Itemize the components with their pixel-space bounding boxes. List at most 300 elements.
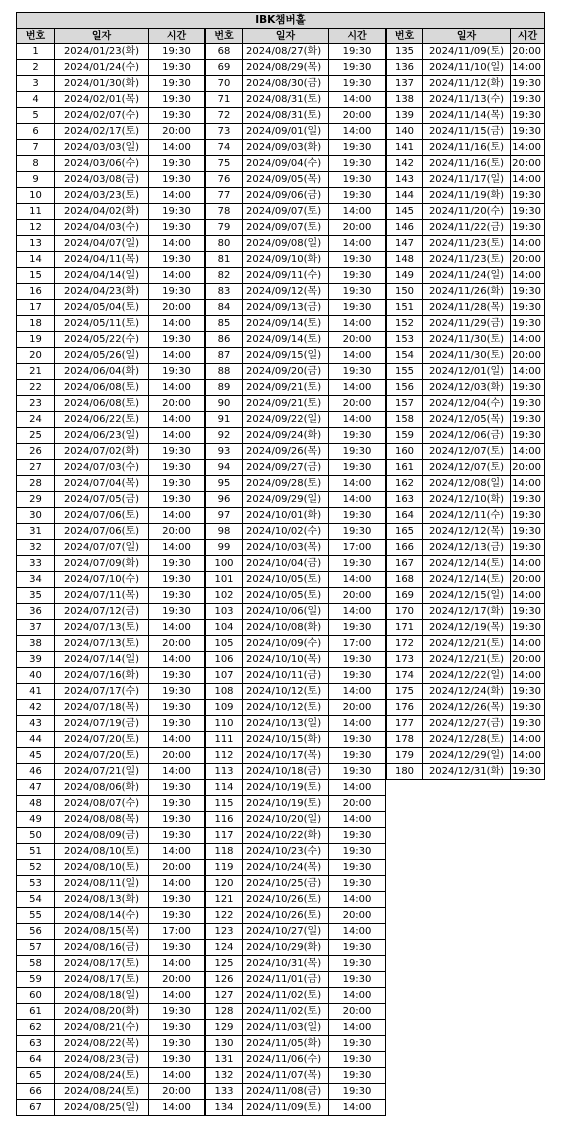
cell-time: 19:30 xyxy=(329,524,386,540)
cell-num: 44 xyxy=(16,732,55,748)
cell-date: 2024/07/11(목) xyxy=(55,588,149,604)
cell-num: 48 xyxy=(16,796,55,812)
cell-num: 4 xyxy=(16,92,55,108)
cell-time: 14:00 xyxy=(329,92,386,108)
cell-time: 19:30 xyxy=(511,92,545,108)
cell-date: 2024/08/11(일) xyxy=(55,876,149,892)
cell-time: 19:30 xyxy=(149,444,205,460)
cell-date: 2024/10/12(토) xyxy=(243,684,329,700)
cell-date: 2024/09/27(금) xyxy=(243,460,329,476)
cell-num: 54 xyxy=(16,892,55,908)
cell-num: 56 xyxy=(16,924,55,940)
cell-time: 14:00 xyxy=(511,556,545,572)
cell-num: 19 xyxy=(16,332,55,348)
cell-date: 2024/06/08(토) xyxy=(55,396,149,412)
cell-date: 2024/08/24(토) xyxy=(55,1068,149,1084)
cell-time: 19:30 xyxy=(149,780,205,796)
cell-num: 116 xyxy=(205,812,243,828)
cell-time: 14:00 xyxy=(329,1100,386,1116)
cell-time: 14:00 xyxy=(149,236,205,252)
header-date: 일자 xyxy=(423,28,511,44)
cell-date: 2024/11/28(목) xyxy=(423,300,511,316)
cell-time: 19:30 xyxy=(329,300,386,316)
cell-date: 2024/02/01(목) xyxy=(55,92,149,108)
cell-date: 2024/12/15(일) xyxy=(423,588,511,604)
cell-date: 2024/12/26(목) xyxy=(423,700,511,716)
cell-date: 2024/10/31(목) xyxy=(243,956,329,972)
cell-date: 2024/11/16(토) xyxy=(423,140,511,156)
cell-time: 19:30 xyxy=(329,1068,386,1084)
cell-date: 2024/11/17(일) xyxy=(423,172,511,188)
cell-num: 16 xyxy=(16,284,55,300)
cell-date: 2024/12/28(토) xyxy=(423,732,511,748)
cell-date: 2024/09/21(토) xyxy=(243,380,329,396)
cell-num: 134 xyxy=(205,1100,243,1116)
cell-date: 2024/09/08(일) xyxy=(243,236,329,252)
cell-date: 2024/09/15(일) xyxy=(243,348,329,364)
cell-time: 14:00 xyxy=(511,588,545,604)
cell-num: 146 xyxy=(386,220,423,236)
cell-date: 2024/07/19(금) xyxy=(55,716,149,732)
cell-date: 2024/10/13(일) xyxy=(243,716,329,732)
cell-date: 2024/11/19(화) xyxy=(423,188,511,204)
cell-num: 172 xyxy=(386,636,423,652)
cell-date: 2024/09/20(금) xyxy=(243,364,329,380)
cell-num: 83 xyxy=(205,284,243,300)
cell-date: 2024/10/15(화) xyxy=(243,732,329,748)
cell-date: 2024/07/09(화) xyxy=(55,556,149,572)
cell-num: 23 xyxy=(16,396,55,412)
cell-time: 19:30 xyxy=(329,748,386,764)
cell-num: 179 xyxy=(386,748,423,764)
cell-num: 111 xyxy=(205,732,243,748)
cell-time: 19:30 xyxy=(329,652,386,668)
cell-time: 14:00 xyxy=(329,204,386,220)
cell-num: 151 xyxy=(386,300,423,316)
cell-time: 20:00 xyxy=(149,1084,205,1100)
cell-time: 19:30 xyxy=(511,108,545,124)
cell-num: 93 xyxy=(205,444,243,460)
cell-time: 14:00 xyxy=(329,476,386,492)
cell-time: 19:30 xyxy=(511,684,545,700)
cell-time: 14:00 xyxy=(511,444,545,460)
cell-date: 2024/12/31(화) xyxy=(423,764,511,780)
cell-num: 112 xyxy=(205,748,243,764)
cell-num: 63 xyxy=(16,1036,55,1052)
cell-num: 137 xyxy=(386,76,423,92)
cell-time: 19:30 xyxy=(511,716,545,732)
cell-date: 2024/07/17(수) xyxy=(55,684,149,700)
cell-date: 2024/12/22(일) xyxy=(423,668,511,684)
cell-num: 140 xyxy=(386,124,423,140)
cell-date: 2024/08/23(금) xyxy=(55,1052,149,1068)
header-num: 번호 xyxy=(386,28,423,44)
cell-date: 2024/11/24(일) xyxy=(423,268,511,284)
cell-num: 46 xyxy=(16,764,55,780)
cell-date: 2024/10/05(토) xyxy=(243,588,329,604)
cell-num: 59 xyxy=(16,972,55,988)
cell-time: 19:30 xyxy=(149,572,205,588)
cell-time: 20:00 xyxy=(511,572,545,588)
cell-date: 2024/10/09(수) xyxy=(243,636,329,652)
cell-time: 19:30 xyxy=(329,844,386,860)
cell-num: 91 xyxy=(205,412,243,428)
cell-time: 19:30 xyxy=(149,92,205,108)
cell-date: 2024/10/20(일) xyxy=(243,812,329,828)
cell-date: 2024/11/02(토) xyxy=(243,1004,329,1020)
cell-date: 2024/06/23(일) xyxy=(55,428,149,444)
cell-time: 19:30 xyxy=(511,540,545,556)
cell-time: 19:30 xyxy=(329,428,386,444)
cell-time: 19:30 xyxy=(511,188,545,204)
cell-num: 11 xyxy=(16,204,55,220)
cell-date: 2024/08/31(토) xyxy=(243,108,329,124)
cell-num: 176 xyxy=(386,700,423,716)
cell-date: 2024/07/03(수) xyxy=(55,460,149,476)
cell-time: 20:00 xyxy=(329,332,386,348)
cell-num: 84 xyxy=(205,300,243,316)
cell-num: 76 xyxy=(205,172,243,188)
cell-time: 19:30 xyxy=(329,444,386,460)
cell-date: 2024/10/29(화) xyxy=(243,940,329,956)
cell-date: 2024/10/22(화) xyxy=(243,828,329,844)
cell-time: 14:00 xyxy=(329,316,386,332)
cell-num: 18 xyxy=(16,316,55,332)
cell-num: 69 xyxy=(205,60,243,76)
cell-time: 20:00 xyxy=(511,252,545,268)
cell-date: 2024/12/07(토) xyxy=(423,444,511,460)
cell-time: 14:00 xyxy=(149,956,205,972)
cell-date: 2024/08/15(목) xyxy=(55,924,149,940)
header-date: 일자 xyxy=(243,28,329,44)
cell-date: 2024/12/10(화) xyxy=(423,492,511,508)
cell-date: 2024/08/10(토) xyxy=(55,844,149,860)
cell-num: 130 xyxy=(205,1036,243,1052)
cell-date: 2024/09/29(일) xyxy=(243,492,329,508)
cell-num: 2 xyxy=(16,60,55,76)
cell-num: 144 xyxy=(386,188,423,204)
cell-time: 19:30 xyxy=(329,972,386,988)
cell-date: 2024/11/16(토) xyxy=(423,156,511,172)
cell-num: 33 xyxy=(16,556,55,572)
cell-date: 2024/09/28(토) xyxy=(243,476,329,492)
cell-date: 2024/12/29(일) xyxy=(423,748,511,764)
cell-num: 30 xyxy=(16,508,55,524)
cell-date: 2024/08/25(일) xyxy=(55,1100,149,1116)
cell-num: 178 xyxy=(386,732,423,748)
cell-date: 2024/05/04(토) xyxy=(55,300,149,316)
cell-date: 2024/09/10(화) xyxy=(243,252,329,268)
cell-time: 14:00 xyxy=(329,236,386,252)
cell-date: 2024/07/05(금) xyxy=(55,492,149,508)
cell-date: 2024/12/01(일) xyxy=(423,364,511,380)
cell-date: 2024/09/05(목) xyxy=(243,172,329,188)
cell-time: 19:30 xyxy=(149,76,205,92)
cell-date: 2024/07/04(목) xyxy=(55,476,149,492)
cell-time: 19:30 xyxy=(149,460,205,476)
cell-num: 92 xyxy=(205,428,243,444)
cell-date: 2024/08/13(화) xyxy=(55,892,149,908)
cell-time: 19:30 xyxy=(329,508,386,524)
cell-date: 2024/10/19(토) xyxy=(243,796,329,812)
cell-num: 8 xyxy=(16,156,55,172)
cell-num: 118 xyxy=(205,844,243,860)
cell-time: 19:30 xyxy=(329,764,386,780)
cell-time: 14:00 xyxy=(149,988,205,1004)
cell-time: 19:30 xyxy=(149,812,205,828)
cell-time: 19:30 xyxy=(511,428,545,444)
cell-time: 19:30 xyxy=(511,76,545,92)
cell-time: 14:00 xyxy=(329,684,386,700)
cell-date: 2024/07/02(화) xyxy=(55,444,149,460)
cell-num: 71 xyxy=(205,92,243,108)
cell-time: 20:00 xyxy=(149,860,205,876)
cell-time: 19:30 xyxy=(149,1020,205,1036)
cell-num: 142 xyxy=(386,156,423,172)
cell-date: 2024/07/16(화) xyxy=(55,668,149,684)
cell-time: 19:30 xyxy=(329,156,386,172)
cell-date: 2024/11/12(화) xyxy=(423,76,511,92)
cell-time: 19:30 xyxy=(149,1052,205,1068)
cell-date: 2024/12/21(토) xyxy=(423,652,511,668)
cell-num: 13 xyxy=(16,236,55,252)
cell-date: 2024/03/06(수) xyxy=(55,156,149,172)
cell-time: 19:30 xyxy=(511,124,545,140)
cell-time: 19:30 xyxy=(149,796,205,812)
cell-time: 19:30 xyxy=(511,524,545,540)
header-time: 시간 xyxy=(149,28,205,44)
cell-num: 147 xyxy=(386,236,423,252)
cell-time: 20:00 xyxy=(329,796,386,812)
cell-time: 14:00 xyxy=(511,636,545,652)
cell-num: 145 xyxy=(386,204,423,220)
cell-num: 74 xyxy=(205,140,243,156)
cell-date: 2024/04/02(화) xyxy=(55,204,149,220)
cell-time: 14:00 xyxy=(511,268,545,284)
cell-time: 19:30 xyxy=(329,1052,386,1068)
header-num: 번호 xyxy=(16,28,55,44)
cell-time: 19:30 xyxy=(329,44,386,60)
cell-date: 2024/06/22(토) xyxy=(55,412,149,428)
cell-num: 37 xyxy=(16,620,55,636)
cell-date: 2024/09/07(토) xyxy=(243,220,329,236)
cell-date: 2024/12/11(수) xyxy=(423,508,511,524)
cell-num: 89 xyxy=(205,380,243,396)
cell-num: 3 xyxy=(16,76,55,92)
cell-num: 180 xyxy=(386,764,423,780)
cell-num: 102 xyxy=(205,588,243,604)
cell-time: 19:30 xyxy=(329,668,386,684)
cell-date: 2024/12/17(화) xyxy=(423,604,511,620)
cell-num: 7 xyxy=(16,140,55,156)
cell-num: 161 xyxy=(386,460,423,476)
cell-num: 12 xyxy=(16,220,55,236)
cell-num: 164 xyxy=(386,508,423,524)
cell-date: 2024/11/29(금) xyxy=(423,316,511,332)
cell-date: 2024/08/09(금) xyxy=(55,828,149,844)
cell-time: 14:00 xyxy=(329,348,386,364)
cell-time: 20:00 xyxy=(149,636,205,652)
cell-num: 108 xyxy=(205,684,243,700)
cell-date: 2024/11/20(수) xyxy=(423,204,511,220)
cell-num: 39 xyxy=(16,652,55,668)
cell-num: 65 xyxy=(16,1068,55,1084)
cell-time: 20:00 xyxy=(511,44,545,60)
cell-num: 123 xyxy=(205,924,243,940)
cell-time: 19:30 xyxy=(329,940,386,956)
cell-num: 125 xyxy=(205,956,243,972)
cell-num: 79 xyxy=(205,220,243,236)
cell-time: 19:30 xyxy=(149,364,205,380)
cell-time: 19:30 xyxy=(511,700,545,716)
cell-num: 121 xyxy=(205,892,243,908)
cell-num: 73 xyxy=(205,124,243,140)
cell-num: 127 xyxy=(205,988,243,1004)
cell-num: 157 xyxy=(386,396,423,412)
cell-time: 19:30 xyxy=(149,700,205,716)
cell-date: 2024/08/24(토) xyxy=(55,1084,149,1100)
cell-date: 2024/07/21(일) xyxy=(55,764,149,780)
cell-date: 2024/11/09(토) xyxy=(423,44,511,60)
cell-time: 14:00 xyxy=(149,1100,205,1116)
cell-time: 19:30 xyxy=(329,172,386,188)
cell-time: 14:00 xyxy=(149,844,205,860)
cell-date: 2024/08/10(토) xyxy=(55,860,149,876)
cell-date: 2024/11/15(금) xyxy=(423,124,511,140)
cell-num: 87 xyxy=(205,348,243,364)
cell-time: 20:00 xyxy=(329,396,386,412)
cell-num: 38 xyxy=(16,636,55,652)
cell-num: 77 xyxy=(205,188,243,204)
cell-time: 19:30 xyxy=(329,828,386,844)
cell-num: 165 xyxy=(386,524,423,540)
cell-date: 2024/04/03(수) xyxy=(55,220,149,236)
cell-num: 152 xyxy=(386,316,423,332)
cell-num: 109 xyxy=(205,700,243,716)
cell-time: 14:00 xyxy=(329,572,386,588)
cell-num: 177 xyxy=(386,716,423,732)
cell-date: 2024/10/27(일) xyxy=(243,924,329,940)
cell-num: 47 xyxy=(16,780,55,796)
cell-time: 19:30 xyxy=(149,156,205,172)
cell-time: 19:30 xyxy=(149,60,205,76)
cell-num: 50 xyxy=(16,828,55,844)
cell-time: 19:30 xyxy=(511,620,545,636)
cell-time: 19:30 xyxy=(511,220,545,236)
cell-date: 2024/08/08(목) xyxy=(55,812,149,828)
cell-num: 135 xyxy=(386,44,423,60)
cell-num: 98 xyxy=(205,524,243,540)
cell-num: 61 xyxy=(16,1004,55,1020)
cell-time: 19:30 xyxy=(329,364,386,380)
cell-time: 14:00 xyxy=(149,428,205,444)
cell-time: 20:00 xyxy=(329,908,386,924)
cell-time: 14:00 xyxy=(511,732,545,748)
cell-date: 2024/08/21(수) xyxy=(55,1020,149,1036)
cell-time: 19:30 xyxy=(149,556,205,572)
cell-time: 19:30 xyxy=(511,284,545,300)
cell-num: 32 xyxy=(16,540,55,556)
cell-date: 2024/12/27(금) xyxy=(423,716,511,732)
cell-num: 162 xyxy=(386,476,423,492)
cell-date: 2024/08/31(토) xyxy=(243,92,329,108)
cell-date: 2024/09/07(토) xyxy=(243,204,329,220)
cell-date: 2024/05/26(일) xyxy=(55,348,149,364)
cell-date: 2024/12/04(수) xyxy=(423,396,511,412)
cell-num: 114 xyxy=(205,780,243,796)
cell-date: 2024/08/17(토) xyxy=(55,956,149,972)
cell-time: 19:30 xyxy=(149,172,205,188)
cell-time: 19:30 xyxy=(149,716,205,732)
cell-date: 2024/11/13(수) xyxy=(423,92,511,108)
cell-date: 2024/08/18(일) xyxy=(55,988,149,1004)
cell-date: 2024/07/13(토) xyxy=(55,620,149,636)
cell-time: 19:30 xyxy=(511,396,545,412)
cell-date: 2024/09/26(목) xyxy=(243,444,329,460)
cell-time: 14:00 xyxy=(149,508,205,524)
cell-num: 153 xyxy=(386,332,423,348)
cell-time: 14:00 xyxy=(329,812,386,828)
cell-time: 19:30 xyxy=(329,76,386,92)
cell-num: 138 xyxy=(386,92,423,108)
cell-num: 10 xyxy=(16,188,55,204)
cell-date: 2024/07/06(토) xyxy=(55,508,149,524)
cell-num: 163 xyxy=(386,492,423,508)
cell-time: 19:30 xyxy=(329,956,386,972)
cell-date: 2024/04/11(목) xyxy=(55,252,149,268)
cell-num: 17 xyxy=(16,300,55,316)
cell-num: 68 xyxy=(205,44,243,60)
cell-time: 14:00 xyxy=(511,332,545,348)
cell-time: 14:00 xyxy=(149,188,205,204)
cell-time: 20:00 xyxy=(329,220,386,236)
cell-date: 2024/12/06(금) xyxy=(423,428,511,444)
cell-num: 64 xyxy=(16,1052,55,1068)
cell-date: 2024/08/14(수) xyxy=(55,908,149,924)
cell-date: 2024/11/02(토) xyxy=(243,988,329,1004)
cell-time: 19:30 xyxy=(149,1036,205,1052)
cell-time: 20:00 xyxy=(149,396,205,412)
cell-num: 66 xyxy=(16,1084,55,1100)
cell-time: 14:00 xyxy=(329,780,386,796)
cell-num: 40 xyxy=(16,668,55,684)
cell-time: 19:30 xyxy=(149,476,205,492)
cell-date: 2024/01/24(수) xyxy=(55,60,149,76)
cell-time: 20:00 xyxy=(329,700,386,716)
cell-num: 129 xyxy=(205,1020,243,1036)
cell-time: 20:00 xyxy=(149,524,205,540)
cell-time: 20:00 xyxy=(511,460,545,476)
cell-num: 143 xyxy=(386,172,423,188)
cell-num: 167 xyxy=(386,556,423,572)
cell-date: 2024/09/21(토) xyxy=(243,396,329,412)
cell-num: 57 xyxy=(16,940,55,956)
cell-time: 19:30 xyxy=(149,492,205,508)
cell-date: 2024/07/06(토) xyxy=(55,524,149,540)
cell-time: 17:00 xyxy=(149,924,205,940)
cell-date: 2024/11/14(목) xyxy=(423,108,511,124)
cell-time: 19:30 xyxy=(149,588,205,604)
cell-num: 99 xyxy=(205,540,243,556)
cell-date: 2024/09/01(일) xyxy=(243,124,329,140)
cell-time: 20:00 xyxy=(511,348,545,364)
cell-num: 169 xyxy=(386,588,423,604)
cell-num: 22 xyxy=(16,380,55,396)
cell-num: 62 xyxy=(16,1020,55,1036)
cell-time: 14:00 xyxy=(149,540,205,556)
cell-date: 2024/06/04(화) xyxy=(55,364,149,380)
cell-date: 2024/10/12(토) xyxy=(243,700,329,716)
